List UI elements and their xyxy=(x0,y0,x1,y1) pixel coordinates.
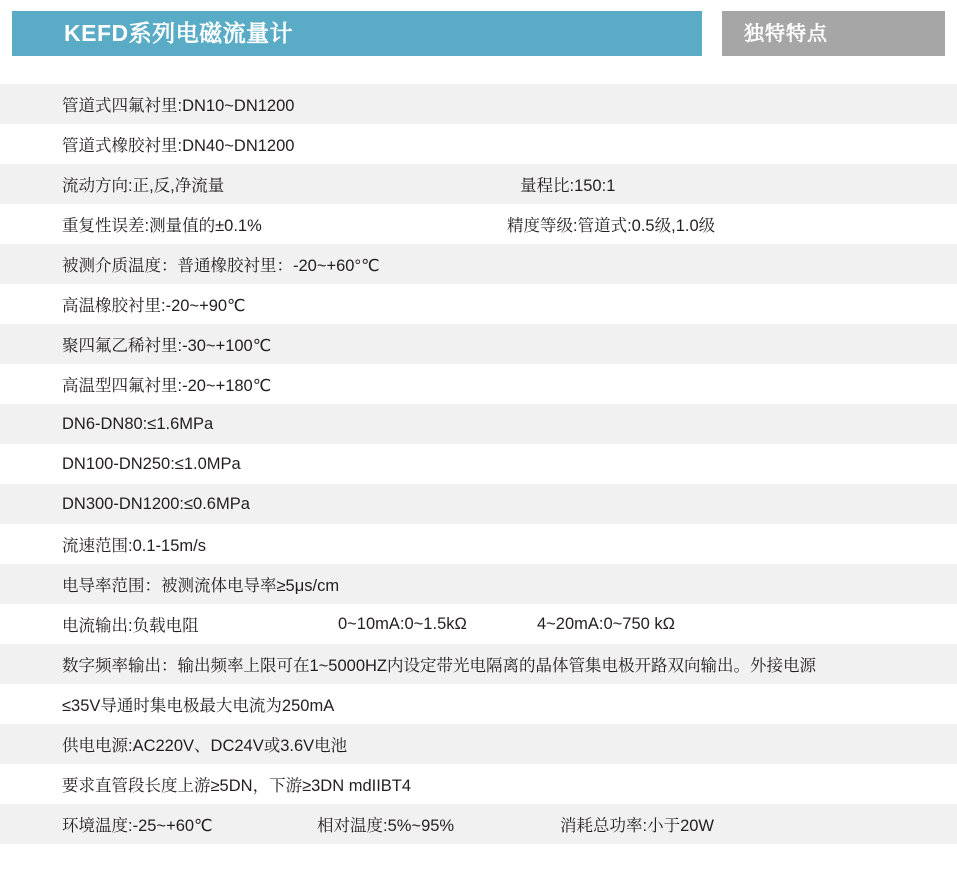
table-cell: 精度等级:管道式:0.5级,1.0级 xyxy=(507,217,716,235)
table-cell: 量程比:150:1 xyxy=(520,177,616,195)
table-cell: 要求直管段长度上游≥5DN，下游≥3DN mdIIBT4 xyxy=(62,777,412,795)
table-cell: 4~20mA:0~750 kΩ xyxy=(537,614,676,633)
table-row xyxy=(0,364,957,404)
table-row xyxy=(0,684,957,724)
specification-table xyxy=(0,84,957,844)
table-cell: 高温型四氟衬里:-20~+180℃ xyxy=(62,377,272,395)
table-row xyxy=(0,204,957,244)
table-cell: 数字频率输出：输出频率上限可在1~5000HZ内设定带光电隔离的晶体管集电极开路双向输出。外接电源 xyxy=(62,657,817,675)
table-cell: DN6-DN80:≤1.6MPa xyxy=(62,414,214,433)
table-cell: 重复性误差:测量值的±0.1% xyxy=(62,217,262,235)
page-header xyxy=(0,0,957,56)
table-cell: 相对温度:5%~95% xyxy=(317,817,455,835)
header-gap xyxy=(702,11,722,56)
table-row xyxy=(0,564,957,604)
table-cell: 管道式四氟衬里:DN10~DN1200 xyxy=(62,97,295,115)
page-title: KEFD系列电磁流量计 xyxy=(64,20,294,46)
table-row xyxy=(0,404,957,444)
table-row xyxy=(0,164,957,204)
table-row xyxy=(0,724,957,764)
table-cell: ≤35V导通时集电极最大电流为250mA xyxy=(62,697,335,715)
table-row xyxy=(0,524,957,564)
table-cell: 管道式橡胶衬里:DN40~DN1200 xyxy=(62,137,295,155)
table-row xyxy=(0,484,957,524)
table-cell: 聚四氟乙稀衬里:-30~+100℃ xyxy=(62,337,272,355)
table-row xyxy=(0,644,957,684)
table-cell: 环境温度:-25~+60℃ xyxy=(62,817,213,835)
table-cell: 被测介质温度：普通橡胶衬里：-20~+60°℃ xyxy=(62,257,380,275)
table-row xyxy=(0,444,957,484)
table-cell: 流动方向:正,反,净流量 xyxy=(62,177,225,195)
status-badge: 独特特点 xyxy=(744,22,828,45)
feature-badge-bar xyxy=(722,11,945,56)
table-cell: 高温橡胶衬里:-20~+90℃ xyxy=(62,297,246,315)
table-cell: 供电电源:AC220V、DC24V或3.6V电池 xyxy=(62,737,348,755)
table-row xyxy=(0,84,957,124)
table-row xyxy=(0,244,957,284)
table-cell: 消耗总功率:小于20W xyxy=(560,817,715,835)
table-row xyxy=(0,284,957,324)
table-cell: DN300-DN1200:≤0.6MPa xyxy=(62,494,250,513)
table-row xyxy=(0,764,957,804)
table-row xyxy=(0,124,957,164)
table-cell: 0~10mA:0~1.5kΩ xyxy=(338,614,467,633)
table-cell: DN100-DN250:≤1.0MPa xyxy=(62,454,241,473)
table-cell: 流速范围:0.1-15m/s xyxy=(62,537,206,555)
table-row xyxy=(0,604,957,644)
table-row xyxy=(0,324,957,364)
table-cell: 电导率范围：被测流体电导率≥5μs/cm xyxy=(62,577,340,595)
product-title-bar xyxy=(12,11,702,56)
table-cell: 电流输出:负载电阻 xyxy=(62,617,199,635)
table-row xyxy=(0,804,957,844)
